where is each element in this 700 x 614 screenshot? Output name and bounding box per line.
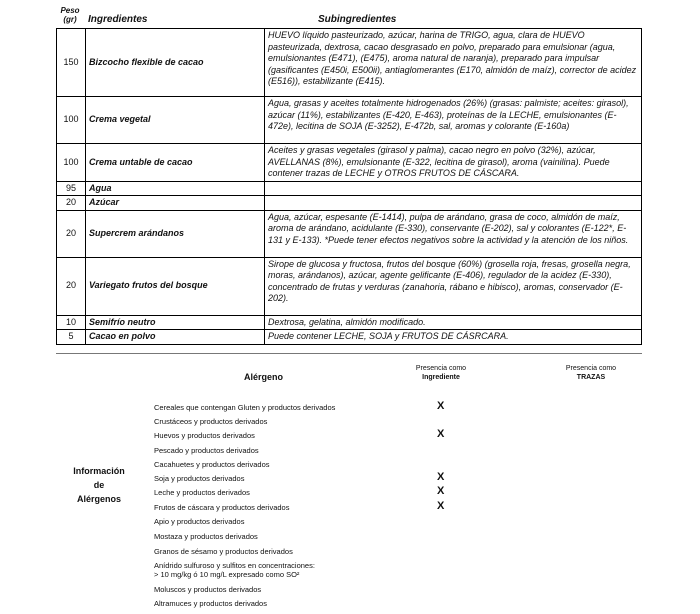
ingredient-subingredients bbox=[265, 181, 642, 196]
ingredient-row bbox=[57, 29, 642, 97]
ingredient-name: Agua bbox=[86, 181, 265, 196]
presencia-trazas-line-2: TRAZAS bbox=[576, 374, 606, 381]
ingredient-subingredients: Agua, azúcar, espesante (E-1414), pulpa de arándano, grasa de coco, almidón de maíz, aroma de arándano, acidulante (E-330), conservante (E-202), sal y colorantes (E-122*, E-131 y E-133). *Puede tener efectos negativos sobre la actividad y la atención de los niños. bbox=[265, 210, 642, 257]
allergen-label: Cacahuetes y productos derivados bbox=[154, 460, 270, 469]
ingredients-header bbox=[56, 6, 642, 28]
allergen-info-line-1: Información bbox=[73, 466, 125, 476]
presencia-trazas-line-1: Presencia como bbox=[565, 365, 617, 372]
allergen-item bbox=[154, 517, 244, 526]
allergen-item bbox=[154, 547, 293, 556]
allergen-item bbox=[154, 474, 244, 483]
allergen-item bbox=[154, 599, 267, 608]
ingredients-table bbox=[56, 28, 642, 345]
ingredient-row bbox=[57, 257, 642, 315]
allergen-label: Cereales que contengan Gluten y productos derivados bbox=[154, 403, 336, 412]
allergen-info-line-3: Alérgenos bbox=[76, 494, 121, 504]
ingredient-subingredients: Sirope de glucosa y fructosa, frutos del bosque (60%) (grosella roja, fresas, grosella negra, moras, arándanos), azúcar, agente gelificante (E-406), regulador de la acidez (E-330), concentrado de frutas y verduras (zanahoria, rábano e hibisco), aromas, conservador (E-202). bbox=[265, 257, 642, 315]
ingredient-subingredients: Aceites y grasas vegetales (girasol y palma), cacao negro en polvo (32%), azúcar, AVELLANAS (8%), emulsionante (E-322, lecitina de girasol), aroma (vainilina). Puede contener trazas de LECHE y OTROS FRUTOS DE CÁSCARA. bbox=[265, 144, 642, 182]
section-divider bbox=[56, 353, 642, 354]
ingredient-weight: 20 bbox=[57, 257, 86, 315]
allergen-label: Huevos y productos derivados bbox=[154, 431, 255, 440]
allergen-info-label bbox=[56, 464, 142, 506]
ingredient-name: Crema vegetal bbox=[86, 97, 265, 144]
ingredient-name: Azúcar bbox=[86, 196, 265, 211]
allergen-label: Frutos de cáscara y productos derivados bbox=[154, 503, 290, 512]
allergen-label: Soja y productos derivados bbox=[154, 474, 245, 483]
ingredient-name: Cacao en polvo bbox=[86, 330, 265, 345]
ingredientes-header: Ingredientes bbox=[88, 14, 148, 25]
ingredients-section bbox=[56, 6, 642, 345]
ingredient-name: Supercrem arándanos bbox=[86, 210, 265, 257]
ingredient-presence-mark: X bbox=[437, 400, 445, 412]
ingredient-row bbox=[57, 181, 642, 196]
allergen-item bbox=[154, 431, 255, 440]
ingredient-weight: 95 bbox=[57, 181, 86, 196]
allergen-item bbox=[154, 532, 258, 541]
ingredient-name: Crema untable de cacao bbox=[86, 144, 265, 182]
ingredient-row bbox=[57, 196, 642, 211]
allergen-item bbox=[154, 460, 270, 469]
presencia-trazas-header bbox=[536, 364, 646, 382]
ingredient-presence-mark: X bbox=[437, 428, 445, 440]
ingredient-weight: 10 bbox=[57, 315, 86, 330]
ingredient-row bbox=[57, 97, 642, 144]
allergen-label: Apio y productos derivados bbox=[154, 517, 245, 526]
ingredient-weight: 20 bbox=[57, 210, 86, 257]
allergen-label: Leche y productos derivados bbox=[154, 488, 250, 497]
allergen-item bbox=[154, 417, 267, 426]
peso-header-line-1: Peso bbox=[60, 6, 80, 15]
allergen-item bbox=[154, 585, 261, 594]
ingredient-row bbox=[57, 315, 642, 330]
ingredient-name: Bizcocho flexible de cacao bbox=[86, 29, 265, 97]
presencia-ingrediente-header bbox=[386, 364, 496, 382]
ingredient-name: Variegato frutos del bosque bbox=[86, 257, 265, 315]
ingredient-weight: 100 bbox=[57, 97, 86, 144]
allergen-info-line-2: de bbox=[93, 480, 105, 490]
ingredient-subingredients bbox=[265, 196, 642, 211]
allergen-item bbox=[154, 488, 250, 497]
subingredientes-header: Subingredientes bbox=[318, 14, 397, 25]
allergen-label: Mostaza y productos derivados bbox=[154, 532, 258, 541]
ingredient-subingredients: Dextrosa, gelatina, almidón modificado. bbox=[265, 315, 642, 330]
ingredient-presence-mark: X bbox=[437, 500, 445, 512]
peso-header-line-2: (gr) bbox=[63, 15, 77, 24]
ingredient-row bbox=[57, 330, 642, 345]
alergeno-header: Alérgeno bbox=[244, 372, 284, 382]
presencia-ingrediente-line-2: Ingrediente bbox=[422, 374, 460, 381]
presencia-ingrediente-line-1: Presencia como bbox=[415, 365, 467, 372]
ingredient-presence-mark: X bbox=[437, 471, 445, 483]
ingredient-subingredients: HUEVO líquido pasteurizado, azúcar, harina de TRIGO, agua, clara de HUEVO pasteurizada, dextrosa, cacao desgrasado en polvo, preparado para emulsionar (agua, emulsionantes (E471), (E475), aroma natural de naranja), preparado para impulsar (gasificantes (E450i, E500ii), antiaglomerantes (E170, almidón de maíz), corrector de acidez (E516)), estabilizante (E415). bbox=[265, 29, 642, 97]
allergen-section bbox=[56, 360, 642, 614]
ingredient-row bbox=[57, 144, 642, 182]
allergen-item bbox=[154, 403, 335, 412]
allergen-label: Moluscos y productos derivados bbox=[154, 585, 262, 594]
allergen-item bbox=[154, 561, 315, 579]
allergen-label: Altramuces y productos derivados bbox=[154, 599, 267, 608]
allergen-item bbox=[154, 503, 289, 512]
allergen-item bbox=[154, 446, 259, 455]
ingredient-subingredients: Puede contener LECHE, SOJA y FRUTOS DE CÁSRCARA. bbox=[265, 330, 642, 345]
ingredient-weight: 20 bbox=[57, 196, 86, 211]
allergen-label: Crustáceos y productos derivados bbox=[154, 417, 268, 426]
peso-header bbox=[56, 6, 84, 24]
allergen-label: Pescado y productos derivados bbox=[154, 446, 259, 455]
ingredient-weight: 100 bbox=[57, 144, 86, 182]
ingredient-presence-mark: X bbox=[437, 485, 445, 497]
ingredient-row bbox=[57, 210, 642, 257]
allergen-label: Granos de sésamo y productos derivados bbox=[154, 547, 293, 556]
allergen-label: Anídrido sulfuroso y sulfitos en concentraciones: bbox=[154, 561, 315, 570]
ingredient-weight: 150 bbox=[57, 29, 86, 97]
ingredient-weight: 5 bbox=[57, 330, 86, 345]
ingredient-name: Semifrío neutro bbox=[86, 315, 265, 330]
allergen-label-line-2: > 10 mg/kg ó 10 mg/L expresado como SO² bbox=[154, 570, 300, 579]
ingredient-subingredients: Agua, grasas y aceites totalmente hidrogenados (26%) (grasas: palmiste; aceites: girasol), azúcar (11%), estabilizantes (E-420, E-463), proteínas de la LECHE, emulsionantes (E-472e), lecitina de SOJA (E-3252), E-472b, sal, aromas y colorante (E-160a) bbox=[265, 97, 642, 144]
